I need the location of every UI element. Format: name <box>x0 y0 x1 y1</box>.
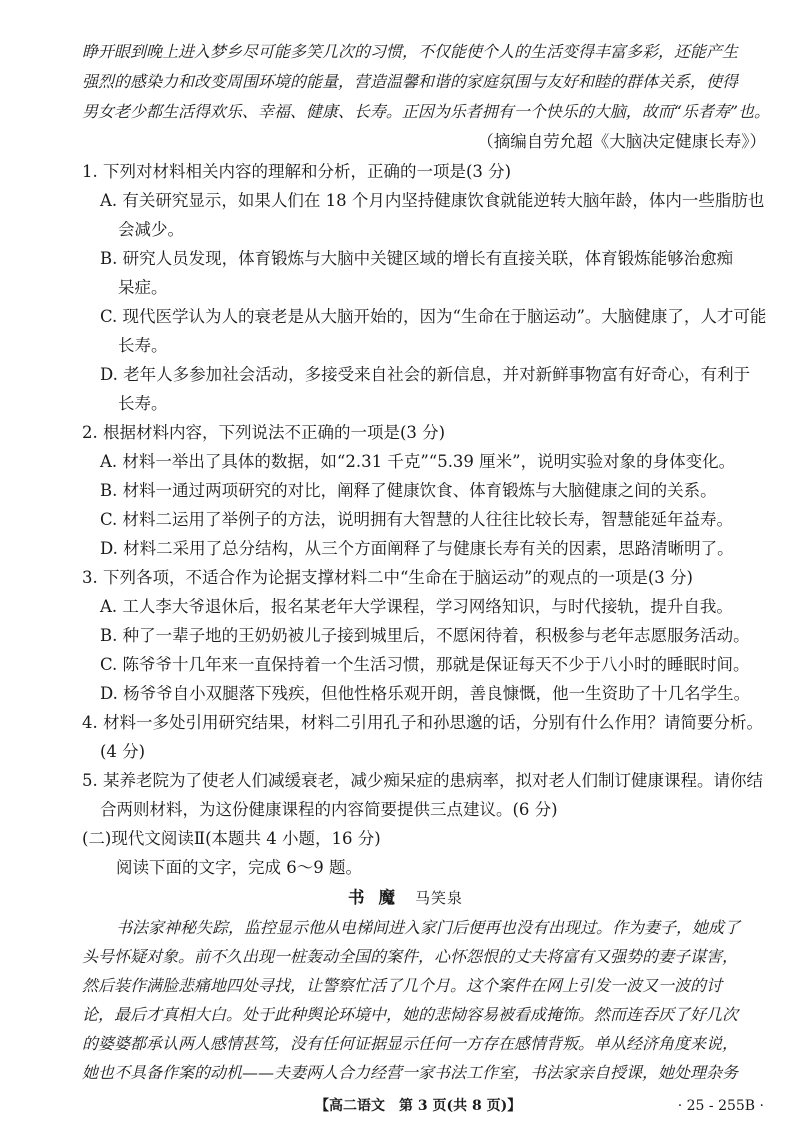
story-title: 书魔 <box>348 888 409 907</box>
story-line-5: 的婆婆都承认两人感情甚笃，没有任何证据显示任何一方存在感情背叛。单从经济角度来说， <box>82 1034 739 1053</box>
section-2-instruction: 阅读下面的文字，完成 6～9 题。 <box>116 858 362 877</box>
material-line-3: 男女老少都生活得欢乐、幸福、健康、长寿。正因为乐者拥有一个快乐的大脑，故而“乐者寿”也。 <box>82 102 771 121</box>
question-2-option-d: D. 材料二采用了总分结构，从三个方面阐释了与健康长寿有关的因素，思路清晰明了。 <box>100 539 734 558</box>
question-2-stem: 2. 根据材料内容，下列说法不正确的一项是(3 分) <box>82 423 446 442</box>
question-3-option-c: C. 陈爷爷十几年来一直保持着一个生活习惯，那就是保证每天不少于八小时的睡眠时间。 <box>100 655 750 674</box>
question-1-option-c-cont: 长寿。 <box>118 336 168 355</box>
story-author: 马笑泉 <box>415 889 464 907</box>
question-1-stem: 1. 下列对材料相关内容的理解和分析，正确的一项是(3 分) <box>82 162 512 181</box>
question-1-option-a: A. 有关研究显示，如果人们在 18 个月内坚持健康饮食就能逆转大脑年龄，体内一些脂肪也 <box>100 191 765 210</box>
question-5-stem: 5. 某养老院为了使老人们减缓衰老，减少痴呆症的患病率，拟对老人们制订健康课程。请你结 <box>82 771 763 790</box>
question-1-option-b-cont: 呆症。 <box>118 278 168 297</box>
question-2-option-c: C. 材料二运用了举例子的方法，说明拥有大智慧的人往往比较长寿，智慧能延年益寿。 <box>100 510 734 529</box>
question-1-option-a-cont: 会减少。 <box>118 220 184 239</box>
material-source: （摘编自劳允超《大脑决定健康长寿》） <box>477 132 766 151</box>
material-line-1: 睁开眼到晚上进入梦乡尽可能多笑几次的习惯，不仅能使个人的生活变得丰富多彩，还能产生 <box>82 42 739 61</box>
question-1-option-d: D. 老年人多参加社会活动，多接受来自社会的新信息，并对新鲜事物富有好奇心，有利于 <box>100 365 751 384</box>
question-4-stem: 4. 材料一多处引用研究结果，材料二引用孔子和孙思邈的话，分别有什么作用？请简要分析。 <box>82 713 763 732</box>
story-line-6: 她也不具备作案的动机——夫妻两人合力经营一家书法工作室，书法家亲自授课，她处理杂务 <box>82 1063 739 1082</box>
story-line-1: 书法家神秘失踪，监控显示他从电梯间进入家门后便再也没有出现过。作为妻子，她成了 <box>116 918 741 937</box>
page-footer-code: · 25 - 255B · <box>677 1098 764 1114</box>
question-1-option-d-cont: 长寿。 <box>118 394 168 413</box>
question-1-option-c: C. 现代医学认为人的衰老是从大脑开始的，因为“生命在于脑运动”。大脑健康了，人才可能 <box>100 307 767 326</box>
story-line-4: 论，最后才真相大白。处于此种舆论环境中，她的悲恸容易被看成掩饰。然而连吞厌了好几次 <box>82 1005 739 1024</box>
question-3-option-a: A. 工人李大爷退休后，报名某老年大学课程，学习网络知识，与时代接轨，提升自我。 <box>100 597 733 616</box>
question-5-stem-cont: 合两则材料，为这份健康课程的内容简要提供三点建议。(6 分) <box>100 800 558 819</box>
question-1-option-b: B. 研究人员发现，体育锻炼与大脑中关键区域的增长有直接关联，体育锻炼能够治愈痴 <box>100 249 734 268</box>
question-3-option-d: D. 杨爷爷自小双腿落下残疾，但他性格乐观开朗，善良慷慨，他一生资助了十几名学生。 <box>100 684 751 703</box>
story-title-line <box>348 886 463 910</box>
story-line-3: 然后装作满脸悲痛地四处寻找，让警察忙活了几个月。这个案件在网上引发一波又一波的讨 <box>82 976 723 995</box>
question-2-option-a: A. 材料一举出了具体的数据，如“2.31 千克”“5.39 厘米”，说明实验对象的身体变化。 <box>100 452 736 471</box>
question-3-option-b: B. 种了一辈子地的王奶奶被儿子接到城里后，不愿闲待着，积极参与老年志愿服务活动。 <box>100 626 750 645</box>
question-3-stem: 3. 下列各项，不适合作为论据支撑材料二中“生命在于脑运动”的观点的一项是(3 分) <box>82 568 693 587</box>
question-2-option-b: B. 材料一通过两项研究的对比，阐释了健康饮食、体育锻炼与大脑健康之间的关系。 <box>100 481 717 500</box>
section-2-heading: (二)现代文阅读Ⅱ(本题共 4 小题，16 分) <box>82 829 381 848</box>
page-footer-label: 【高二语文 第 3 页(共 8 页)】 <box>315 1098 522 1114</box>
story-line-2: 头号怀疑对象。前不久出现一桩轰动全国的案件，心怀怨恨的丈夫将富有又强势的妻子谋害， <box>82 947 739 966</box>
question-4-score: (4 分) <box>100 742 146 761</box>
material-line-2: 强烈的感染力和改变周围环境的能量，营造温馨和谐的家庭氛围与友好和睦的群体关系，使得 <box>82 72 739 91</box>
